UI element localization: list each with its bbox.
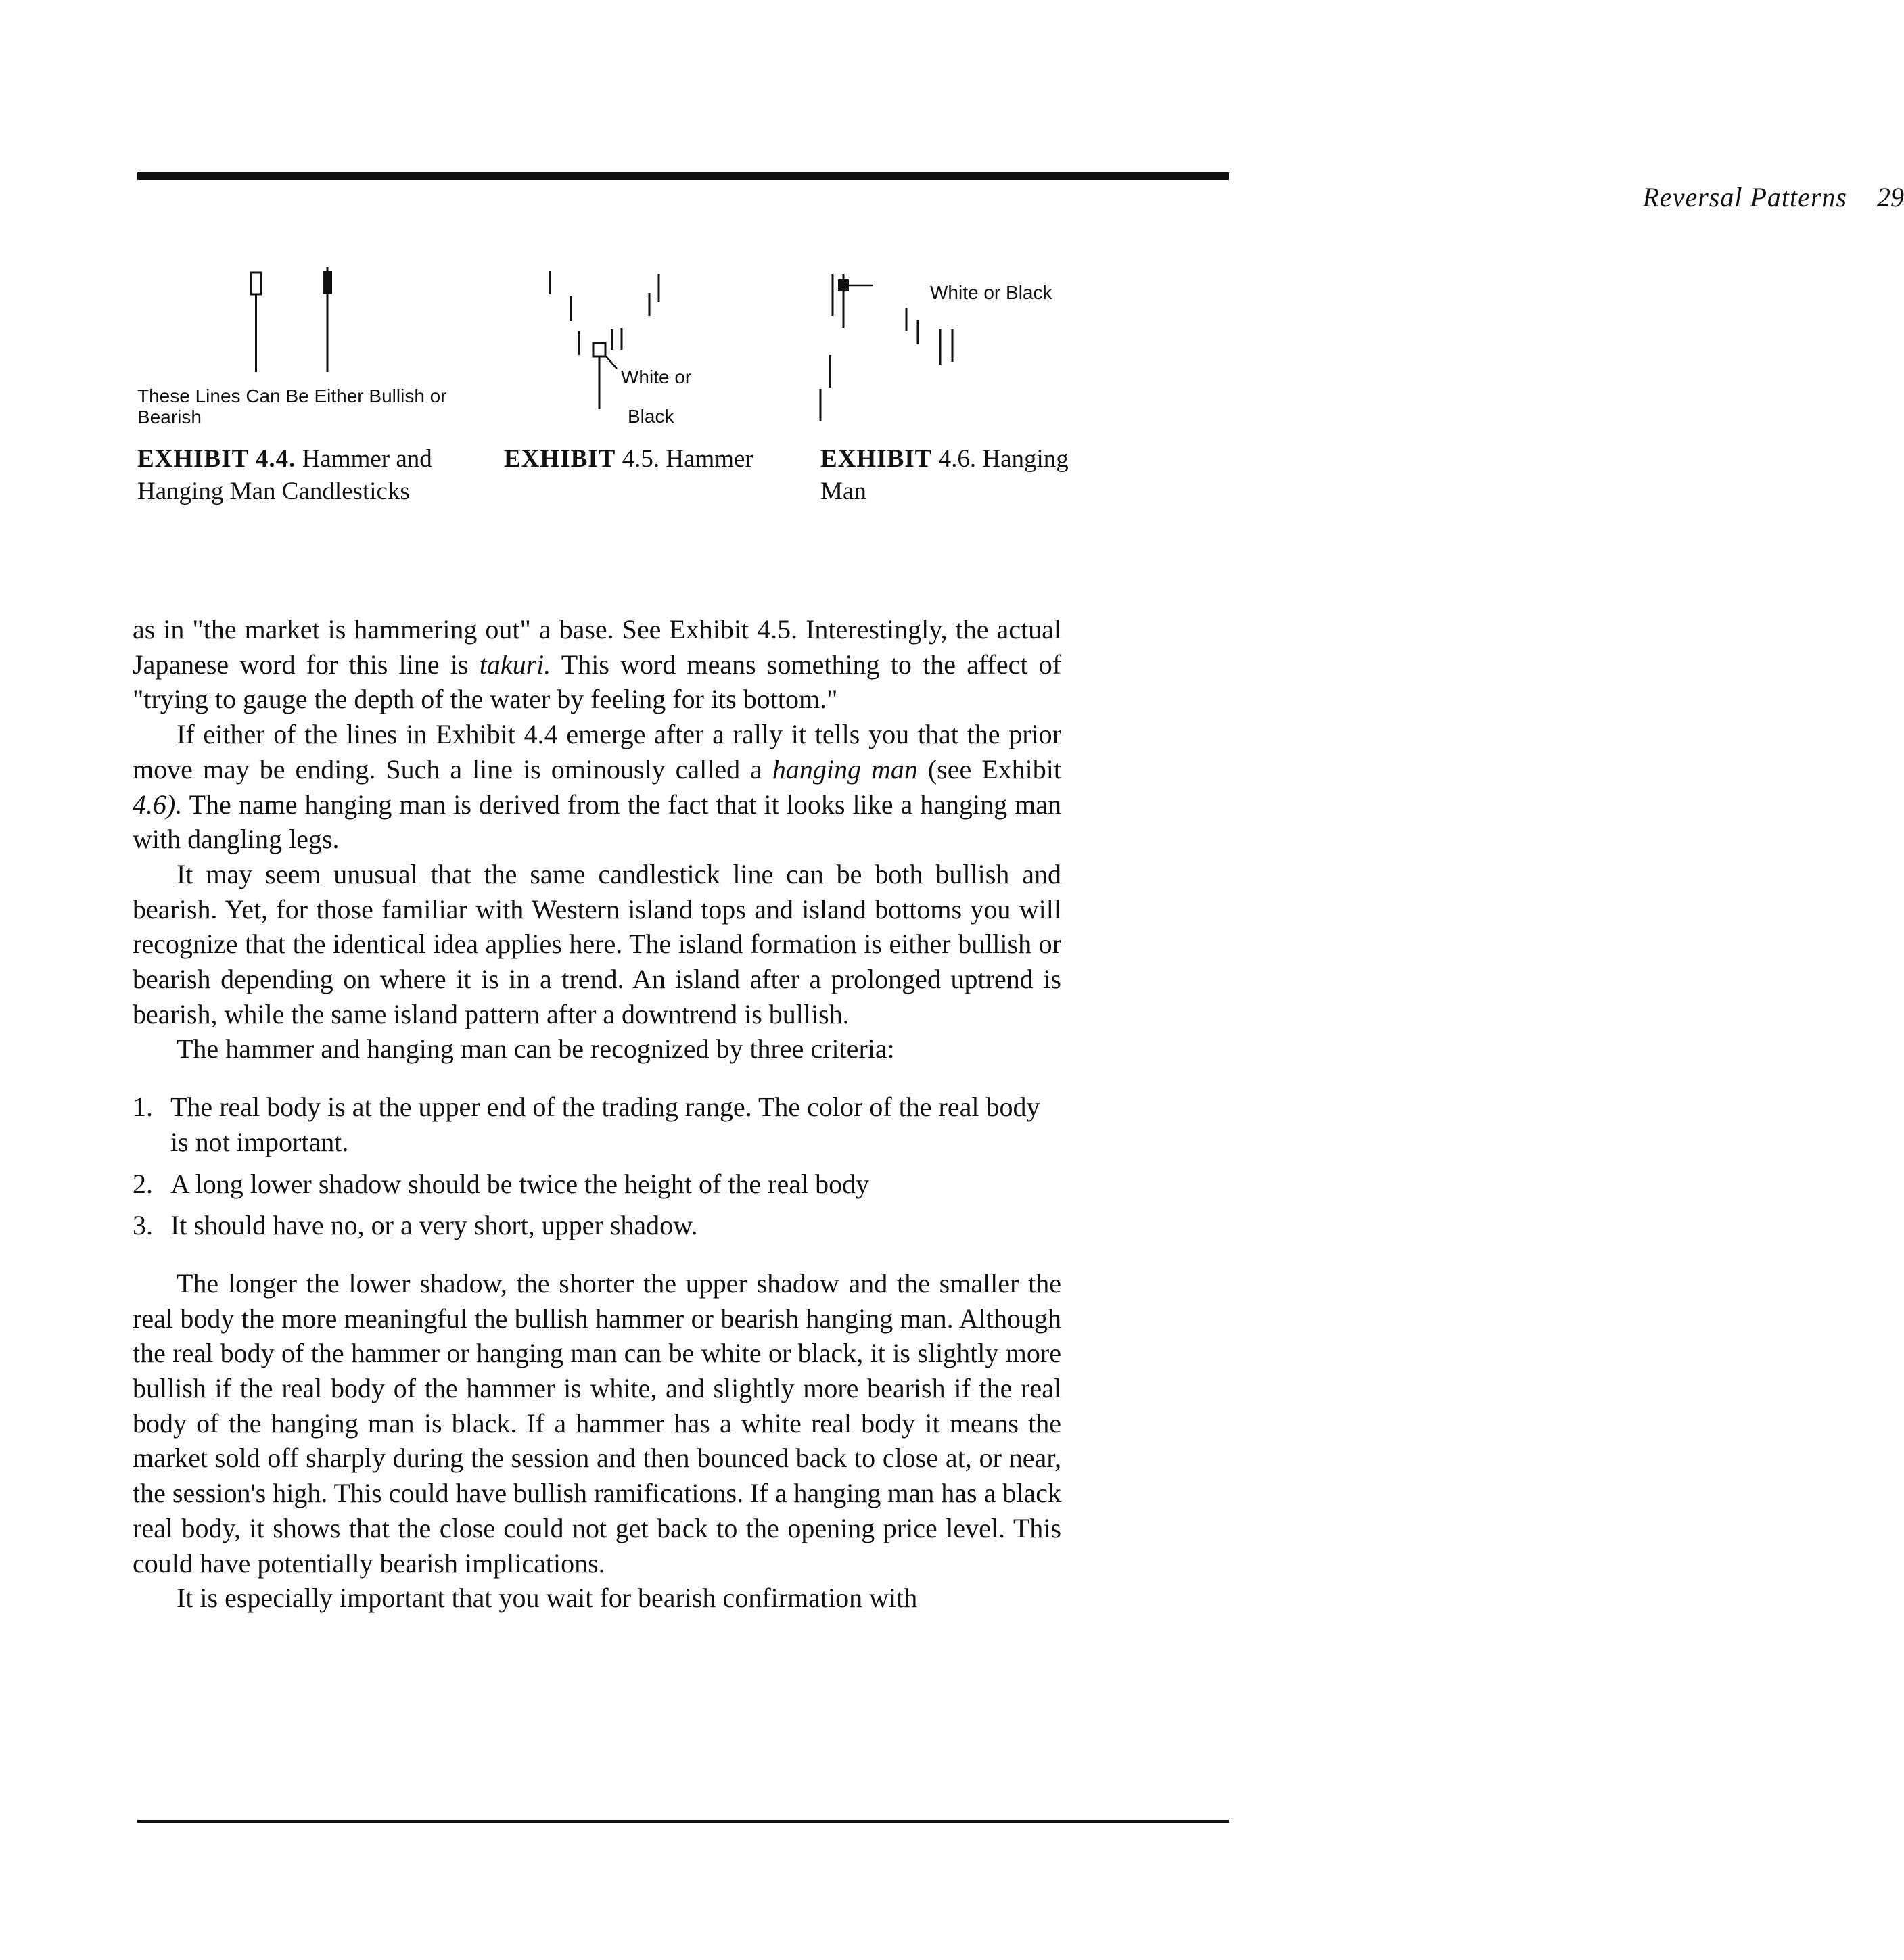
- paragraph-5: The longer the lower shadow, the shorter the upper shadow and the smaller the real body the more meaningful the bullish hammer or bearish hanging man. Although the real body of the hammer or hanging man can be white or black, it is slightly more bullish if the real body of the hammer is white, and slightly more bearish if the real body of the hanging man is black. If a hammer has a white real body it means the market sold off sharply during the session and then bounced back to close at, or near, the session's high. This could have bullish ramifications. If a hanging man has a black real body, it shows that the close could not get back to the opening price level. This could have potentially bearish implications.: [133, 1267, 1061, 1579]
- paragraph-6: It is especially important that you wait for bearish confirmation with: [177, 1583, 918, 1614]
- criteria-list: [133, 1090, 1061, 1243]
- criterion-number: 1.: [133, 1092, 153, 1123]
- p2-a: If either of the lines in Exhibit 4.4 emerge after a rally it tells you that the prior move may be ending. Such a line is ominously called a: [133, 719, 1061, 785]
- p2-italic: hanging man: [772, 753, 918, 785]
- exhibit-4-5-text: 4.5. Hammer: [622, 445, 753, 473]
- criterion-number: 2.: [133, 1168, 153, 1199]
- exhibit-4-4-text: Hammer and Hanging Man Candlesticks: [137, 445, 432, 505]
- top-rule: [137, 172, 1229, 180]
- exhibit-4-6-text: 4.6. Hanging Man: [820, 445, 1069, 505]
- bottom-rule: [137, 1820, 1229, 1823]
- body-text: [133, 612, 1061, 1616]
- criterion-number: 3.: [133, 1210, 153, 1241]
- white-candle-body: [251, 273, 261, 294]
- exhibit-4-6-label: EXHIBIT: [820, 445, 933, 473]
- list-item: [133, 1208, 1061, 1243]
- p1-italic: takuri.: [479, 649, 551, 680]
- list-item: [133, 1167, 1061, 1202]
- p2-c: The name hanging man is derived from the fact that it looks like a hanging man with dangling legs.: [133, 789, 1061, 855]
- p2-italic-2: 4.6).: [133, 789, 183, 820]
- hammer-downtrend-chart: [541, 267, 717, 423]
- exhibit-4-4-note: These Lines Can Be Either Bullish or Bearish: [137, 386, 447, 427]
- exhibit-4-5-figure: [541, 267, 717, 423]
- exhibit-4-6-caption: [820, 443, 1091, 508]
- exhibit-4-4-caption: [137, 443, 462, 508]
- criterion-text: The real body is at the upper end of the trading range. The color of the real body is not important.: [170, 1092, 1040, 1157]
- hammer-hanging-man-candles: [243, 260, 365, 375]
- exhibit-4-6-label: White or Black: [930, 282, 1052, 303]
- page-number: 29: [1877, 182, 1904, 212]
- exhibit-4-5-label-1: White or: [621, 367, 692, 388]
- hammer-white-body: [593, 343, 605, 356]
- running-title: Reversal Patterns: [1642, 182, 1847, 212]
- list-item: [133, 1090, 1061, 1159]
- exhibit-4-4-figure: [243, 260, 365, 375]
- p1-end: This word means something to the affect of "trying to gauge the depth of the water by feeling for its bottom.": [133, 649, 1062, 715]
- criterion-text: A long lower shadow should be twice the height of the real body: [170, 1168, 870, 1199]
- exhibit-4-5-label: EXHIBIT: [504, 445, 616, 473]
- label-pointer: [606, 356, 617, 369]
- p1-text: as in "the market is hammering out" a base. See Exhibit 4.5. Interestingly, the actual Japanese word for this line is: [133, 614, 1061, 680]
- p2-b: (see Exhibit: [927, 753, 1062, 785]
- paragraph-3: It may seem unusual that the same candlestick line can be both bullish and bearish. Yet, for those familiar with Western island tops and island bottoms you will recognize that the identical idea applies here. The island formation is either bullish or bearish depending on where it is in a trend. An island after a prolonged uptrend is bearish, while the same island pattern after a downtrend is bullish.: [133, 858, 1061, 1029]
- paragraph-2: [133, 717, 1061, 857]
- running-head: [812, 181, 1904, 213]
- exhibit-4-5-label-2: Black: [628, 406, 674, 427]
- exhibit-4-5-caption: [504, 443, 774, 475]
- criterion-text: It should have no, or a very short, upper shadow.: [170, 1210, 698, 1241]
- exhibit-4-4-label: EXHIBIT 4.4.: [137, 445, 296, 473]
- paragraph-4: The hammer and hanging man can be recognized by three criteria:: [177, 1033, 895, 1065]
- paragraph-1: [133, 612, 1061, 717]
